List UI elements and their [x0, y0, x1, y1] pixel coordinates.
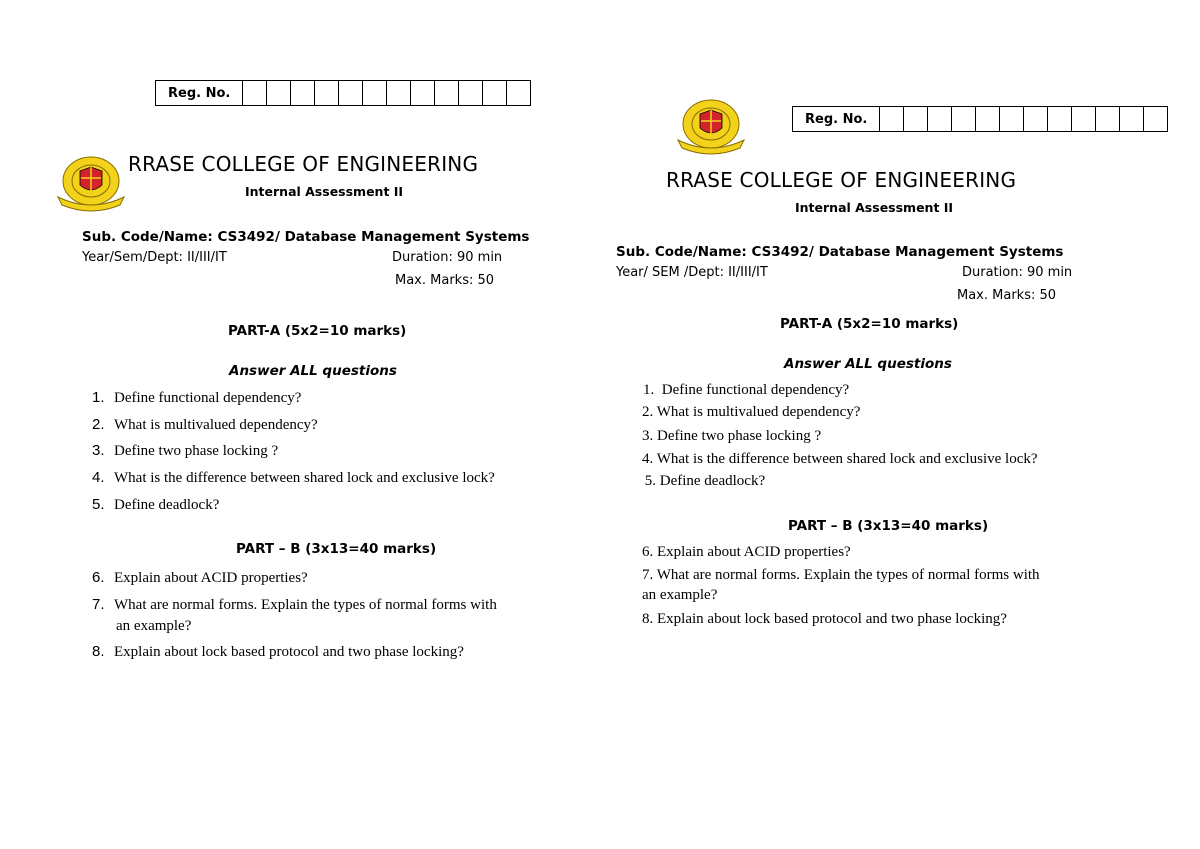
right-question: 7. What are normal forms. Explain the types of normal forms with [642, 567, 1040, 583]
right-question: 2. What is multivalued dependency? [642, 404, 861, 420]
reg-cell [339, 81, 363, 105]
reg-cell [459, 81, 483, 105]
left-answer-all: Answer ALL questions [229, 363, 397, 379]
right-reg-no-label: Reg. No. [793, 107, 880, 131]
right-college-name: RRASE COLLEGE OF ENGINEERING [666, 168, 1017, 192]
left-reg-no-box [155, 80, 531, 106]
reg-cell [1048, 107, 1072, 131]
right-part-a-heading: PART-A (5x2=10 marks) [780, 316, 959, 332]
left-college-name: RRASE COLLEGE OF ENGINEERING [128, 152, 479, 176]
reg-cell [904, 107, 928, 131]
left-question: 4. What is the difference between shared lock and exclusive lock? [92, 469, 495, 486]
reg-cell [243, 81, 267, 105]
left-assessment-title: Internal Assessment II [245, 184, 404, 199]
left-question-continued: an example? [116, 618, 192, 634]
reg-cell [1120, 107, 1144, 131]
reg-cell [483, 81, 507, 105]
left-part-b-heading: PART – B (3x13=40 marks) [236, 541, 437, 557]
left-year-sem-dept: Year/Sem/Dept: II/III/IT [82, 250, 227, 265]
left-question: 7. What are normal forms. Explain the types of normal forms with [92, 596, 497, 613]
left-part-a-heading: PART-A (5x2=10 marks) [228, 323, 407, 339]
reg-cell [1000, 107, 1024, 131]
left-question: 8. Explain about lock based protocol and two phase locking? [92, 643, 464, 660]
reg-cell [880, 107, 904, 131]
reg-cell [952, 107, 976, 131]
right-duration: Duration: 90 min [962, 265, 1073, 280]
right-college-logo [674, 96, 748, 156]
left-college-logo [54, 153, 128, 213]
right-part-b-heading: PART – B (3x13=40 marks) [788, 518, 989, 534]
reg-cell [267, 81, 291, 105]
reg-cell [363, 81, 387, 105]
reg-cell [315, 81, 339, 105]
left-question: 6. Explain about ACID properties? [92, 569, 308, 586]
left-question: 5. Define deadlock? [92, 496, 220, 513]
reg-cell [1072, 107, 1096, 131]
reg-cell [976, 107, 1000, 131]
right-subject: Sub. Code/Name: CS3492/ Database Management Systems [616, 244, 1064, 260]
right-question: 4. What is the difference between shared lock and exclusive lock? [642, 451, 1038, 467]
left-question: 3. Define two phase locking ? [92, 442, 279, 459]
right-question: 8. Explain about lock based protocol and two phase locking? [642, 611, 1007, 627]
right-question-continued: an example? [642, 587, 718, 603]
right-question: 6. Explain about ACID properties? [642, 544, 851, 560]
right-question: 5. Define deadlock? [641, 473, 766, 489]
reg-cell [435, 81, 459, 105]
right-assessment-title: Internal Assessment II [795, 200, 954, 215]
reg-cell [1096, 107, 1120, 131]
right-answer-all: Answer ALL questions [784, 356, 952, 372]
reg-cell [1144, 107, 1167, 131]
reg-cell [507, 81, 530, 105]
reg-cell [387, 81, 411, 105]
right-question: 3. Define two phase locking ? [642, 428, 822, 444]
right-question: 1. Define functional dependency? [643, 382, 850, 398]
right-max-marks: Max. Marks: 50 [957, 288, 1057, 303]
right-year-sem-dept: Year/ SEM /Dept: II/III/IT [616, 265, 768, 280]
left-question: 1. Define functional dependency? [92, 389, 302, 406]
left-max-marks: Max. Marks: 50 [395, 273, 495, 288]
reg-cell [1024, 107, 1048, 131]
left-reg-no-label: Reg. No. [156, 81, 243, 105]
left-duration: Duration: 90 min [392, 250, 503, 265]
reg-cell [928, 107, 952, 131]
left-question: 2. What is multivalued dependency? [92, 416, 318, 433]
right-reg-no-box [792, 106, 1168, 132]
reg-cell [291, 81, 315, 105]
reg-cell [411, 81, 435, 105]
left-subject: Sub. Code/Name: CS3492/ Database Management Systems [82, 229, 530, 245]
